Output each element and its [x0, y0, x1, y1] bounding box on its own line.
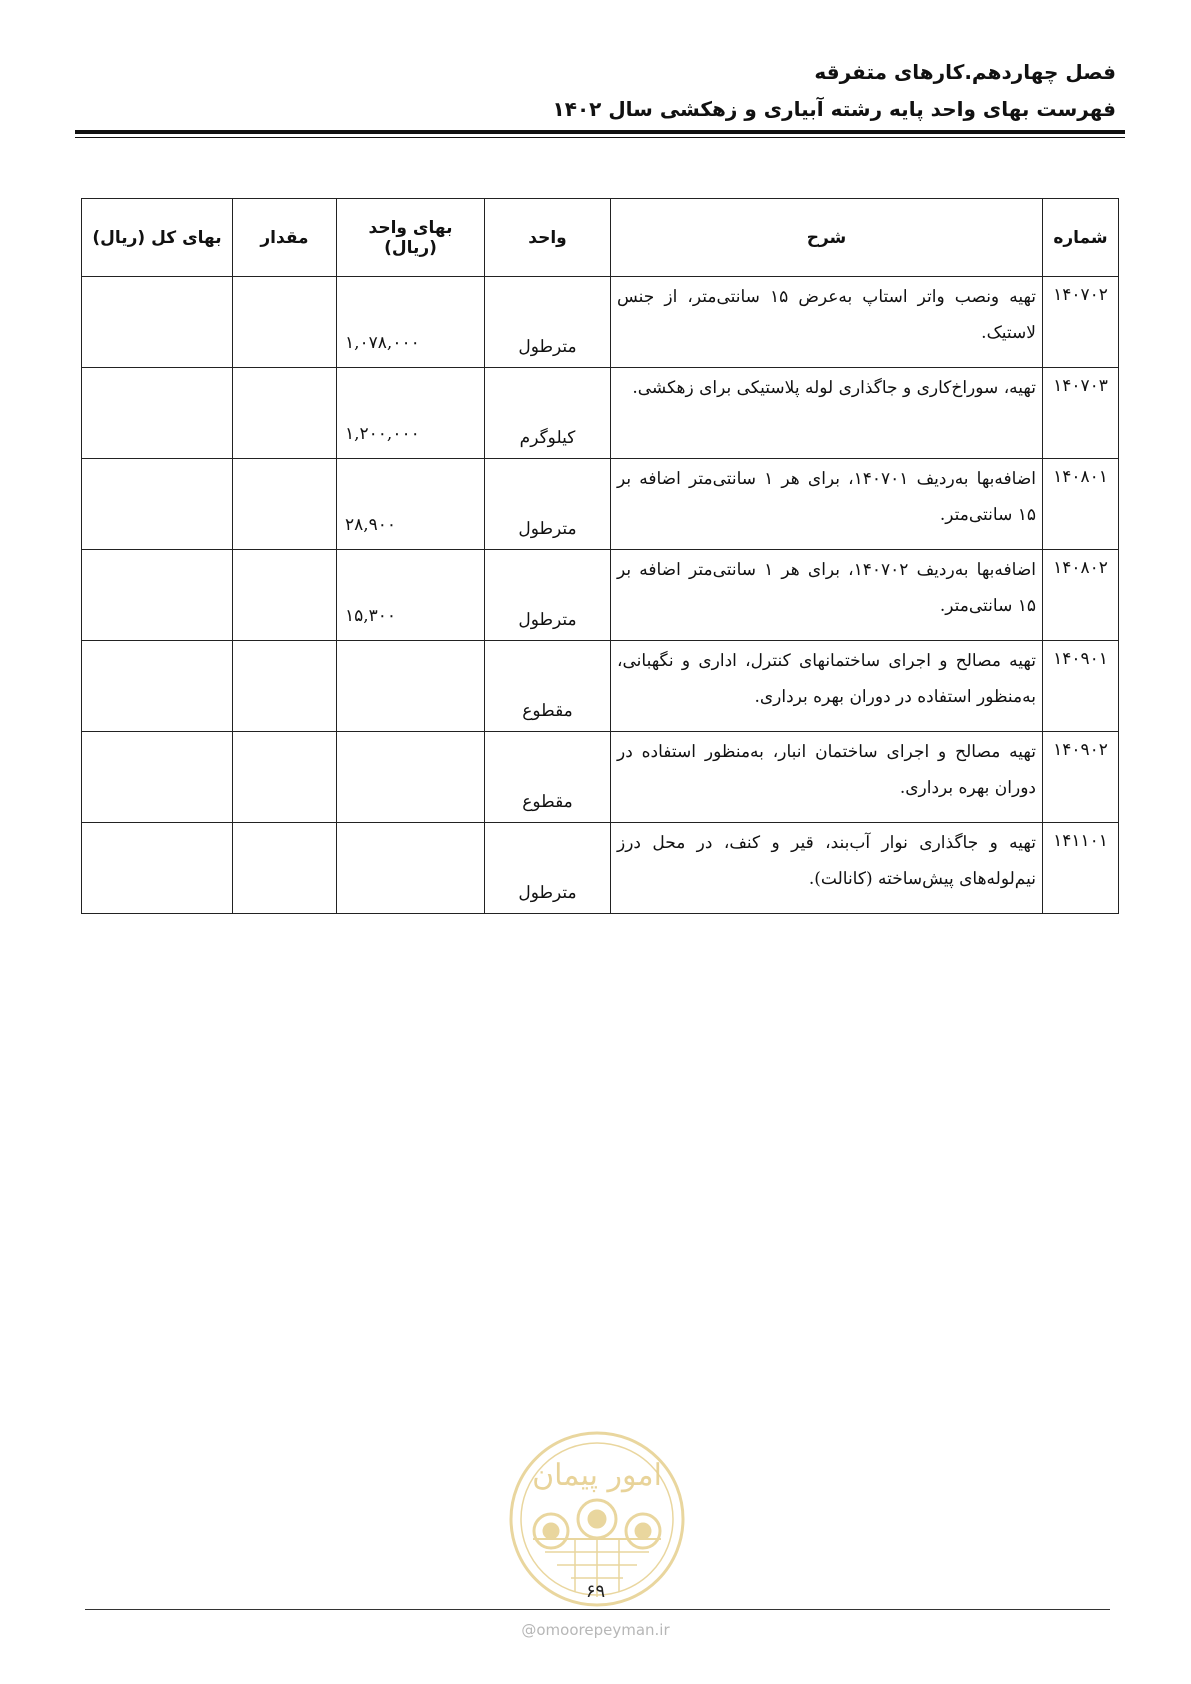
header-rule-thick	[75, 130, 1125, 134]
item-unit: کیلوگرم	[485, 368, 611, 459]
item-code: ۱۴۰۷۰۳	[1043, 368, 1119, 459]
site-watermark: @omoorepeyman.ir	[521, 1621, 670, 1639]
price-list-table	[81, 198, 1119, 914]
item-code: ۱۴۰۷۰۲	[1043, 277, 1119, 368]
item-quantity	[233, 823, 337, 914]
item-unit: مقطوع	[485, 732, 611, 823]
item-quantity	[233, 368, 337, 459]
item-unit-price: ۱,۰۷۸,۰۰۰	[337, 277, 485, 368]
item-quantity	[233, 277, 337, 368]
item-total-price	[82, 550, 233, 641]
item-quantity	[233, 550, 337, 641]
chapter-title: فصل چهاردهم.کارهای متفرقه	[814, 60, 1116, 84]
column-header-total-price: بهای کل (ریال)	[82, 199, 233, 277]
item-description: اضافه‌بها به‌ردیف ۱۴۰۷۰۱، برای هر ۱ سانتی‌متر اضافه بر ۱۵ سانتی‌متر.	[611, 459, 1043, 550]
header-rule-thin	[75, 137, 1125, 138]
item-description: تهیه مصالح و اجرای ساختمان انبار، به‌منظور استفاده در دوران بهره برداری.	[611, 732, 1043, 823]
page-number: ۶۹	[585, 1581, 606, 1602]
logo-text: امور پیمان	[532, 1458, 662, 1493]
item-unit-price: ۲۸,۹۰۰	[337, 459, 485, 550]
item-total-price	[82, 459, 233, 550]
item-unit: مترطول	[485, 277, 611, 368]
item-quantity	[233, 732, 337, 823]
item-unit-price: ۱۵,۳۰۰	[337, 550, 485, 641]
table-row	[82, 823, 1119, 914]
column-header-quantity: مقدار	[233, 199, 337, 277]
item-total-price	[82, 732, 233, 823]
item-code: ۱۴۰۸۰۱	[1043, 459, 1119, 550]
item-total-price	[82, 823, 233, 914]
item-total-price	[82, 368, 233, 459]
item-description: تهیه و جاگذاری نوار آب‌بند، قیر و کنف، در محل درز نیم‌لوله‌های پیش‌ساخته (کانالت).	[611, 823, 1043, 914]
item-code: ۱۴۱۱۰۱	[1043, 823, 1119, 914]
table-row	[82, 277, 1119, 368]
footer-rule	[85, 1609, 1110, 1610]
item-description: تهیه، سوراخ‌کاری و جاگذاری لوله پلاستیکی برای زهکشی.	[611, 368, 1043, 459]
item-total-price	[82, 641, 233, 732]
item-unit: مقطوع	[485, 641, 611, 732]
item-unit: مترطول	[485, 550, 611, 641]
table-row	[82, 459, 1119, 550]
table-row	[82, 368, 1119, 459]
table-row	[82, 550, 1119, 641]
table-row	[82, 732, 1119, 823]
table-header-row	[82, 199, 1119, 277]
item-code: ۱۴۰۹۰۱	[1043, 641, 1119, 732]
item-unit-price	[337, 823, 485, 914]
document-title: فهرست بهای واحد پایه رشته آبیاری و زهکشی سال ۱۴۰۲	[552, 97, 1116, 121]
table-row	[82, 641, 1119, 732]
item-unit-price: ۱,۲۰۰,۰۰۰	[337, 368, 485, 459]
item-quantity	[233, 459, 337, 550]
column-header-unit-price: بهای واحد (ریال)	[337, 199, 485, 277]
item-code: ۱۴۰۹۰۲	[1043, 732, 1119, 823]
item-description: تهیه مصالح و اجرای ساختمانهای کنترل، اداری و نگهبانی، به‌منظور استفاده در دوران بهره برداری.	[611, 641, 1043, 732]
item-unit-price	[337, 641, 485, 732]
column-header-code: شماره	[1043, 199, 1119, 277]
item-description: تهیه ونصب واتر استاپ به‌عرض ۱۵ سانتی‌متر، از جنس لاستیک.	[611, 277, 1043, 368]
item-code: ۱۴۰۸۰۲	[1043, 550, 1119, 641]
item-unit: مترطول	[485, 459, 611, 550]
column-header-unit: واحد	[485, 199, 611, 277]
item-total-price	[82, 277, 233, 368]
item-description: اضافه‌بها به‌ردیف ۱۴۰۷۰۲، برای هر ۱ سانتی‌متر اضافه بر ۱۵ سانتی‌متر.	[611, 550, 1043, 641]
column-header-description: شرح	[611, 199, 1043, 277]
item-quantity	[233, 641, 337, 732]
item-unit-price	[337, 732, 485, 823]
item-unit: مترطول	[485, 823, 611, 914]
